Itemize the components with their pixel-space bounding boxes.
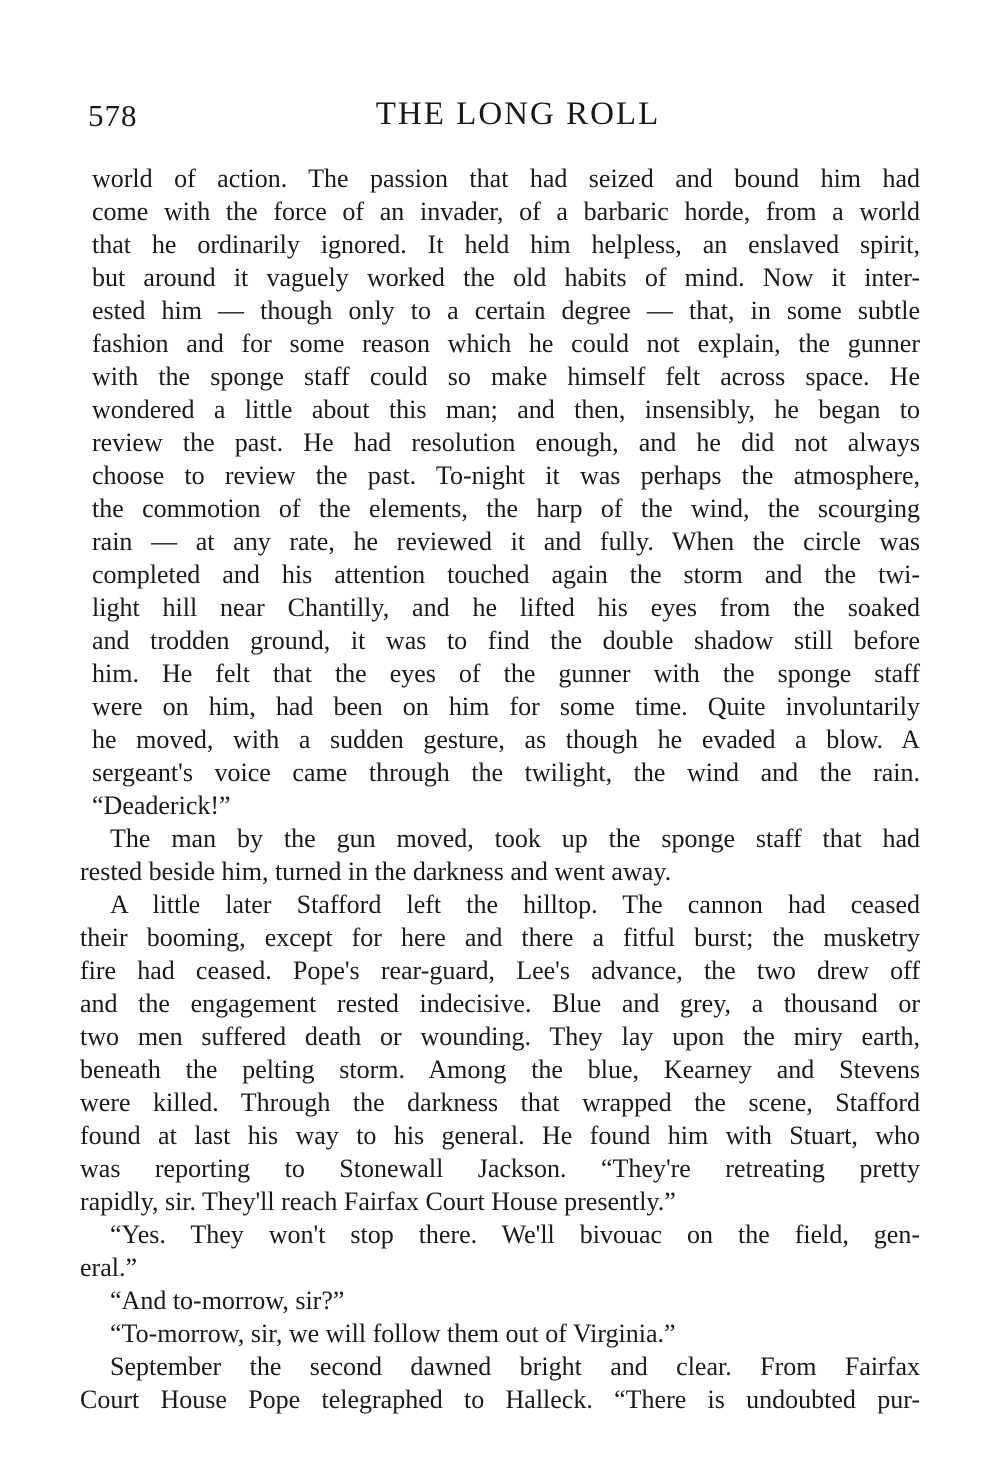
text-line: “To-morrow, sir, we will follow them out of Virginia.” (110, 1319, 676, 1348)
text-line: that he ordinarily ignored. It held him helpless, an enslaved spirit, (92, 230, 920, 259)
text-line: was reporting to Stonewall Jackson. “They're retreating pretty (80, 1154, 920, 1183)
text-line: were killed. Through the darkness that wrapped the scene, Stafford (80, 1088, 920, 1117)
page-header (88, 96, 918, 140)
text-line: choose to review the past. To-night it was perhaps the atmosphere, (92, 461, 920, 490)
text-line: rain — at any rate, he reviewed it and fully. When the circle was (92, 527, 920, 556)
page-number: 578 (88, 98, 138, 133)
text-line: “And to-morrow, sir?” (110, 1286, 345, 1315)
text-line: “Yes. They won't stop there. We'll bivouac on the field, gen- (110, 1220, 920, 1249)
text-line: world of action. The passion that had seized and bound him had (92, 164, 920, 193)
text-line: light hill near Chantilly, and he lifted his eyes from the soaked (92, 593, 920, 622)
text-line: rapidly, sir. They'll reach Fairfax Court House presently.” (80, 1187, 676, 1216)
text-line: and the engagement rested indecisive. Blue and grey, a thousand or (80, 989, 920, 1018)
text-line: eral.” (80, 1253, 138, 1282)
body-text (80, 162, 920, 1416)
text-line: A little later Stafford left the hilltop. The cannon had ceased (110, 890, 920, 919)
text-line: wondered a little about this man; and then, insensibly, he began to (92, 395, 920, 424)
text-line: he moved, with a sudden gesture, as though he evaded a blow. A (92, 725, 920, 754)
text-line: the commotion of the elements, the harp of the wind, the scourging (92, 494, 920, 523)
running-title: THE LONG ROLL (375, 96, 661, 132)
text-line: beneath the pelting storm. Among the blue, Kearney and Stevens (80, 1055, 920, 1084)
text-line: but around it vaguely worked the old habits of mind. Now it inter- (92, 263, 920, 292)
text-line: fashion and for some reason which he could not explain, the gunner (92, 329, 920, 358)
text-line: their booming, except for here and there a fitful burst; the musketry (80, 923, 920, 952)
text-line: and trodden ground, it was to find the double shadow still before (92, 626, 920, 655)
text-line: him. He felt that the eyes of the gunner with the sponge staff (92, 659, 920, 688)
text-line: found at last his way to his general. He found him with Stuart, who (80, 1121, 920, 1150)
text-line: come with the force of an invader, of a barbaric horde, from a world (92, 197, 920, 226)
text-line: rested beside him, turned in the darkness and went away. (80, 857, 672, 886)
text-line: “Deaderick!” (92, 791, 231, 820)
text-line: Court House Pope telegraphed to Halleck. “There is undoubted pur- (80, 1385, 920, 1414)
text-line: were on him, had been on him for some time. Quite involuntarily (92, 692, 920, 721)
text-line: fire had ceased. Pope's rear-guard, Lee's advance, the two drew off (80, 956, 920, 985)
text-line: sergeant's voice came through the twilight, the wind and the rain. (92, 758, 920, 787)
text-line: ested him — though only to a certain degree — that, in some subtle (92, 296, 920, 325)
text-line: The man by the gun moved, took up the sponge staff that had (110, 824, 920, 853)
text-line: review the past. He had resolution enough, and he did not always (92, 428, 920, 457)
text-line: completed and his attention touched again the storm and the twi- (92, 560, 920, 589)
text-line: September the second dawned bright and clear. From Fairfax (110, 1352, 920, 1381)
text-line: with the sponge staff could so make himself felt across space. He (92, 362, 920, 391)
text-line: two men suffered death or wounding. They lay upon the miry earth, (80, 1022, 920, 1051)
